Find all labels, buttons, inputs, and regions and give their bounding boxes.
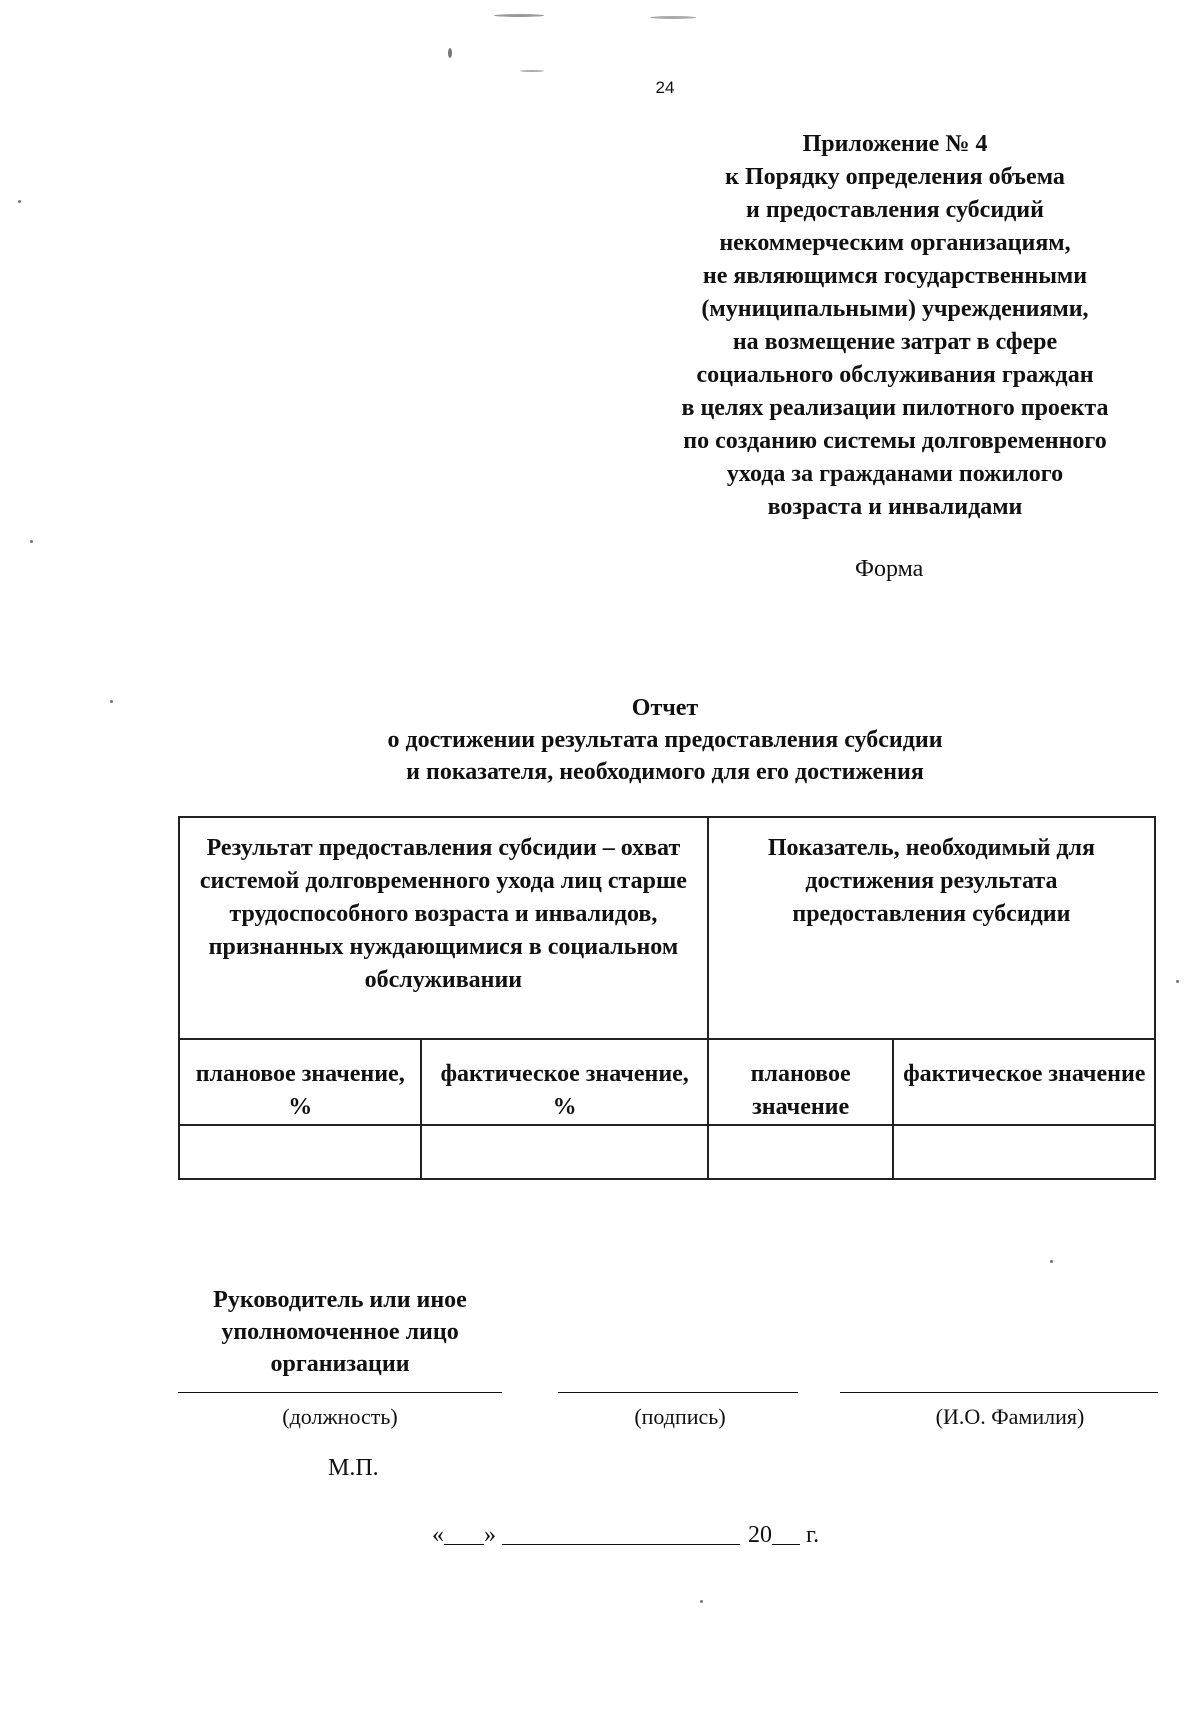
data-cell-planned-percent[interactable] (179, 1125, 421, 1179)
table-group-header-row (179, 817, 1155, 1039)
signer-line: уполномоченное лицо (221, 1319, 459, 1345)
table-subheader-row (179, 1039, 1155, 1125)
signature-line[interactable] (558, 1392, 798, 1393)
scan-noise (110, 700, 113, 703)
data-cell-actual-percent[interactable] (421, 1125, 707, 1179)
scan-noise (1176, 980, 1179, 983)
scan-noise (448, 48, 452, 58)
name-line[interactable] (840, 1392, 1158, 1393)
subheader-planned-percent: плановое значение, % (195, 1061, 405, 1120)
subheader-actual-percent: фактическое значение, % (440, 1061, 689, 1120)
signer-label (180, 1284, 500, 1380)
date-line (432, 1522, 819, 1549)
month-blank[interactable] (502, 1522, 740, 1545)
scan-noise (30, 540, 33, 543)
appendix-line: некоммерческим организациям, (719, 230, 1071, 256)
appendix-line: возраста и инвалидами (767, 494, 1023, 520)
result-header-text: Результат предоставления субсидии – охват системой долговременного ухода лиц старше трудоспособного возраста и инвалидов, признанных нуждающимися в социальном обслуживании (199, 835, 687, 993)
appendix-line: ухода за гражданами пожилого (726, 461, 1064, 487)
data-cell-actual[interactable] (893, 1125, 1155, 1179)
appendix-line: Приложение № 4 (802, 131, 988, 157)
signature-caption: (подпись) (634, 1404, 726, 1429)
date-close-quote: » (484, 1522, 496, 1548)
subheader-cell (893, 1039, 1155, 1125)
appendix-line: к Порядку определения объема (725, 164, 1065, 190)
day-blank[interactable] (444, 1522, 484, 1545)
result-header-cell (179, 817, 708, 1039)
appendix-header (630, 128, 1160, 524)
report-title-line: Отчет (631, 695, 699, 721)
year-suffix: г. (806, 1522, 820, 1548)
appendix-line: по созданию системы долговременного (683, 428, 1107, 454)
signer-line: Руководитель или иное (213, 1287, 467, 1313)
subheader-cell (421, 1039, 707, 1125)
year-blank[interactable] (772, 1522, 800, 1545)
report-table (178, 816, 1156, 1180)
signer-line: организации (270, 1351, 410, 1377)
stamp-label: М.П. (328, 1455, 379, 1481)
scan-noise (1050, 1260, 1053, 1263)
scan-noise (700, 1600, 703, 1603)
data-cell-planned[interactable] (708, 1125, 894, 1179)
appendix-line: социального обслуживания граждан (696, 362, 1094, 388)
name-caption: (И.О. Фамилия) (935, 1404, 1085, 1429)
position-line[interactable] (178, 1392, 502, 1393)
form-label: Форма (855, 556, 924, 582)
subheader-planned: плановое значение (750, 1061, 851, 1120)
report-title-line: и показателя, необходимого для его достижения (406, 759, 924, 785)
indicator-header-cell (708, 817, 1155, 1039)
page-number: 24 (655, 78, 675, 97)
position-caption: (должность) (282, 1404, 398, 1429)
scan-noise (520, 70, 544, 72)
subheader-cell (179, 1039, 421, 1125)
report-title-line: о достижении результата предоставления субсидии (387, 727, 943, 753)
year-prefix: 20 (748, 1522, 772, 1548)
appendix-line: в целях реализации пилотного проекта (681, 395, 1109, 421)
appendix-line: (муниципальными) учреждениями, (701, 296, 1089, 322)
appendix-line: и предоставления субсидий (746, 197, 1044, 223)
date-open-quote: « (432, 1522, 444, 1548)
scan-noise (650, 16, 696, 19)
scan-noise (494, 14, 544, 17)
table-row (179, 1125, 1155, 1179)
subheader-actual: фактическое значение (903, 1061, 1146, 1087)
indicator-header-text: Показатель, необходимый для достижения результата предоставления субсидии (767, 835, 1095, 927)
report-title (300, 692, 1030, 788)
subheader-cell (708, 1039, 894, 1125)
appendix-line: на возмещение затрат в сфере (732, 329, 1058, 355)
appendix-line: не являющимся государственными (702, 263, 1088, 289)
scan-noise (18, 200, 21, 203)
